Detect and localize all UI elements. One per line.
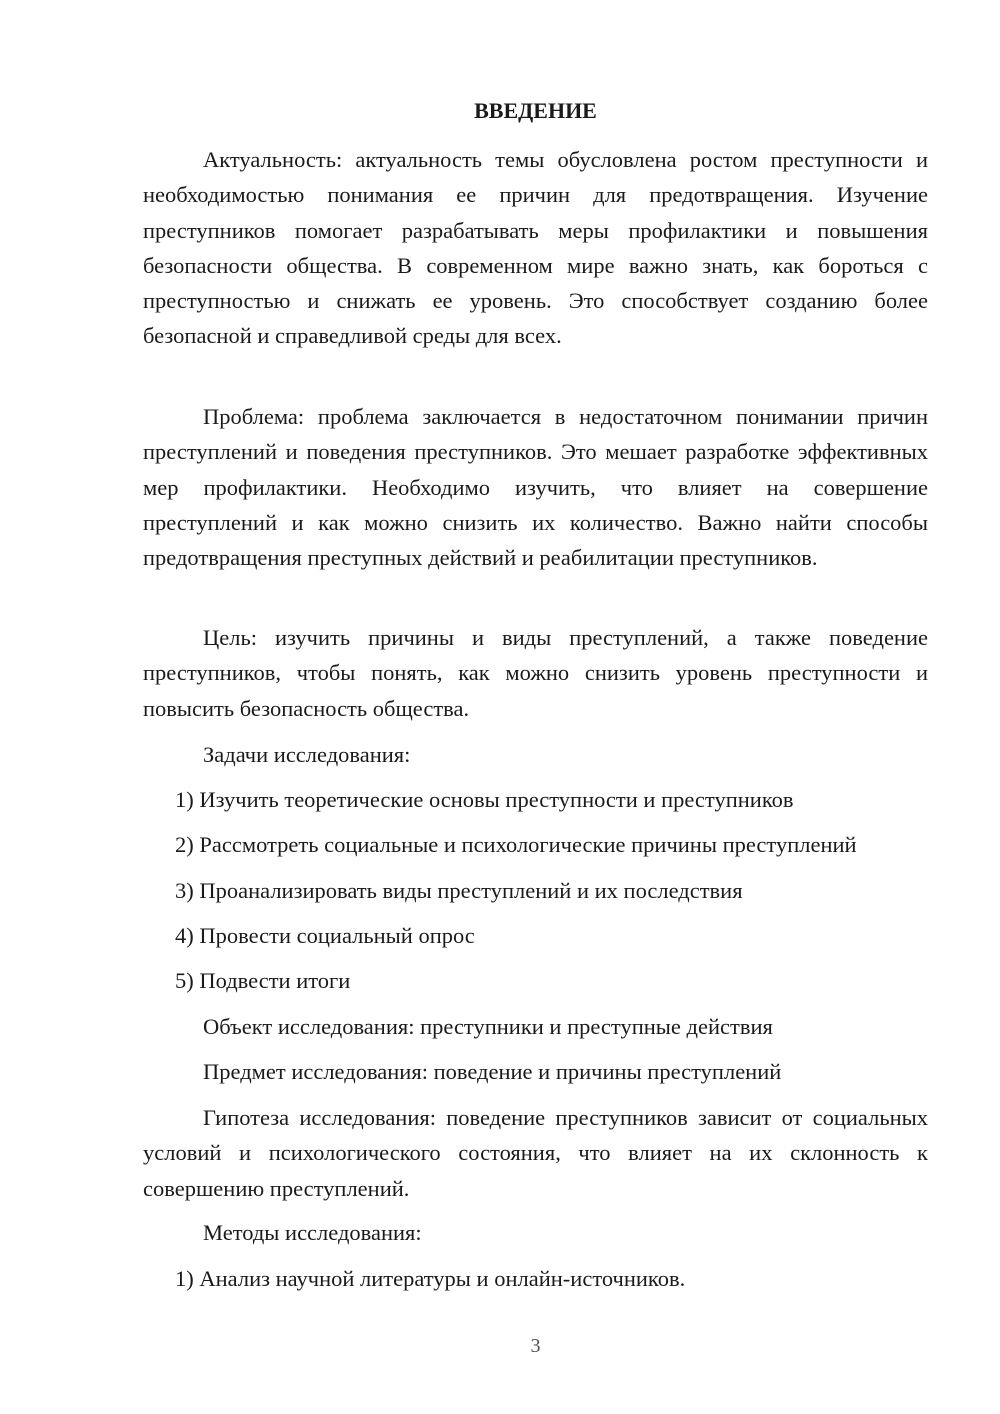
tasks-heading: Задачи исследования: <box>203 742 411 767</box>
methods-heading: Методы исследования: <box>203 1220 422 1245</box>
document-page <box>143 0 928 1414</box>
task-item: 1) Изучить теоретические основы преступности и преступников <box>175 787 794 812</box>
research-object: Объект исследования: преступники и преступные действия <box>203 1014 773 1039</box>
task-item: 2) Рассмотреть социальные и психологические причины преступлений <box>175 832 857 857</box>
paragraph-relevance: Актуальность: актуальность темы обусловлена ростом преступности и необходимостью понимания ее причин для предотвращения. Изучение преступников помогает разрабатывать меры профилактики и повышения безопасности общества. В современном мире важно знать, как бороться с преступностью и снижать ее уровень. Это способствует созданию более безопасной и справедливой среды для всех. <box>143 147 928 349</box>
paragraph-problem: Проблема: проблема заключается в недостаточном понимании причин преступлений и поведения преступников. Это мешает разработке эффективных мер профилактики. Необходимо изучить, что влияет на совершение преступлений и как можно снизить их количество. Важно найти способы предотвращения преступных действий и реабилитации преступников. <box>143 404 928 571</box>
research-subject: Предмет исследования: поведение и причины преступлений <box>203 1059 782 1084</box>
method-item: 1) Анализ научной литературы и онлайн-источников. <box>175 1266 686 1291</box>
page-title: ВВЕДЕНИЕ <box>474 98 597 123</box>
page-number: 3 <box>530 1335 541 1357</box>
paragraph-hypothesis: Гипотеза исследования: поведение преступников зависит от социальных условий и психологического состояния, что влияет на их склонность к совершению преступлений. <box>143 1105 928 1201</box>
task-item: 4) Провести социальный опрос <box>175 923 475 948</box>
task-item: 3) Проанализировать виды преступлений и их последствия <box>175 878 743 903</box>
task-item: 5) Подвести итоги <box>175 968 351 993</box>
paragraph-goal: Цель: изучить причины и виды преступлений, а также поведение преступников, чтобы понять, как можно снизить уровень преступности и повысить безопасность общества. <box>143 625 928 721</box>
